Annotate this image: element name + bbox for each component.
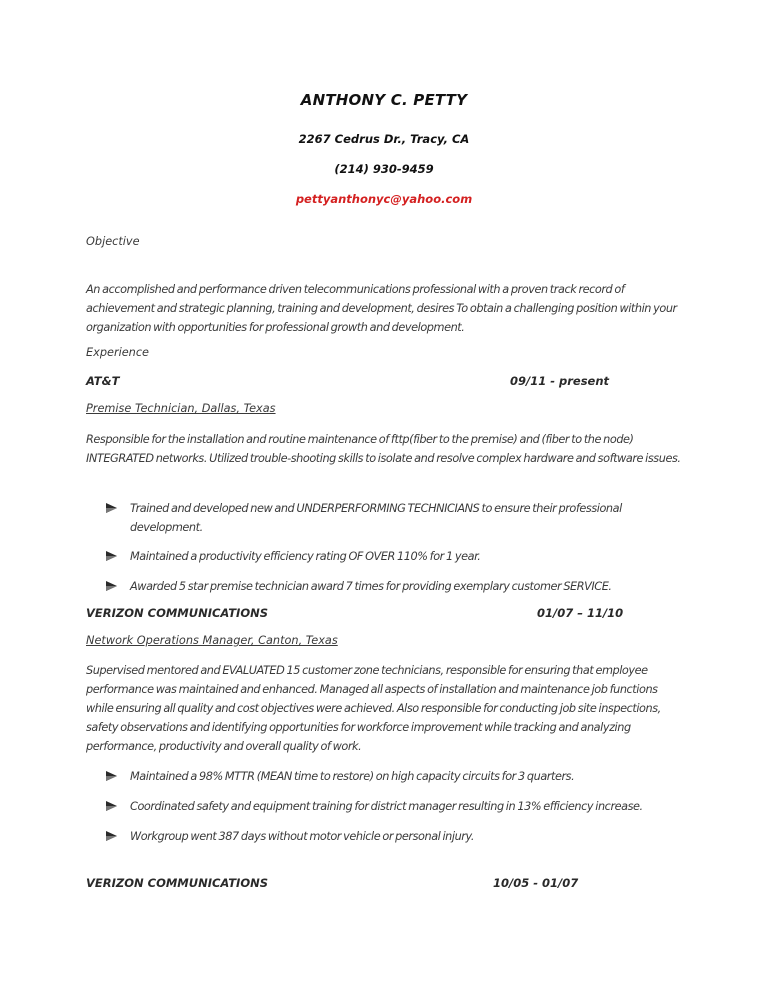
- job-company-verizon-1: VERIZON COMMUNICATIONS: [86, 606, 269, 620]
- candidate-address: 2267 Cedrus Dr., Tracy, CA: [298, 132, 470, 146]
- bullet-text: Coordinated safety and equipment training for district manager resulting in 13% efficiency increase.: [130, 800, 643, 813]
- job-description-att: Responsible for the installation and routine maintenance of fttp(fiber to the premise) and (fiber to the node) INTEGRATED networks. Utilized trouble-shooting skills to isolate and resolve complex hardware and software issues.: [86, 433, 681, 465]
- bullet-text: Workgroup went 387 days without motor vehicle or personal injury.: [130, 830, 474, 843]
- job-dates-att: 09/11 - present: [510, 374, 610, 388]
- job-company-att: AT&T: [86, 374, 120, 388]
- arrow-bullet-icon: [106, 771, 117, 781]
- job-description-verizon-1: Supervised mentored and EVALUATED 15 customer zone technicians, responsible for ensuring that employee performance was maintained and enhanced. Managed all aspects of installation and maintenance job functions while ensuring all quality and cost objectives were achieved. Also responsible for conducting job site inspections, safety observations and identifying opportunities for workforce improvement while tracking and analyzing performance, productivity and overall quality of work.: [86, 664, 661, 753]
- bullet-item: [106, 547, 696, 566]
- job-dates-verizon-2: 10/05 - 01/07: [493, 876, 579, 890]
- bullet-item: [106, 767, 696, 786]
- bullet-item: [106, 827, 696, 846]
- candidate-name: ANTHONY C. PETTY: [300, 91, 468, 109]
- bullet-item: [106, 797, 696, 816]
- bullet-text: Trained and developed new and UNDERPERFORMING TECHNICIANS to ensure their professional development.: [130, 502, 622, 534]
- job-role-att: Premise Technician, Dallas, Texas: [86, 402, 276, 415]
- experience-heading: Experience: [86, 346, 149, 359]
- bullet-text: Awarded 5 star premise technician award 7 times for providing exemplary customer SERVICE.: [130, 580, 612, 593]
- candidate-email-link[interactable]: pettyanthonyc@yahoo.com: [295, 192, 473, 206]
- bullet-item: [106, 577, 696, 596]
- arrow-bullet-icon: [106, 801, 117, 811]
- arrow-bullet-icon: [106, 503, 117, 513]
- arrow-bullet-icon: [106, 831, 117, 841]
- arrow-bullet-icon: [106, 551, 117, 561]
- job-role-verizon-1: Network Operations Manager, Canton, Texas: [86, 634, 338, 647]
- arrow-bullet-icon: [106, 581, 117, 591]
- objective-text: An accomplished and performance driven telecommunications professional with a proven track record of achievement and strategic planning, training and development, desires To obtain a challenging position within your organization with opportunities for professional growth and development.: [86, 283, 677, 334]
- candidate-phone: (214) 930-9459: [334, 162, 434, 176]
- objective-heading: Objective: [86, 235, 140, 248]
- job-company-verizon-2: VERIZON COMMUNICATIONS: [86, 876, 269, 890]
- bullet-text: Maintained a 98% MTTR (MEAN time to restore) on high capacity circuits for 3 quarters.: [130, 770, 575, 783]
- bullet-text: Maintained a productivity efficiency rating OF OVER 110% for 1 year.: [130, 550, 481, 563]
- job-dates-verizon-1: 01/07 – 11/10: [537, 606, 624, 620]
- bullet-item: [106, 499, 696, 537]
